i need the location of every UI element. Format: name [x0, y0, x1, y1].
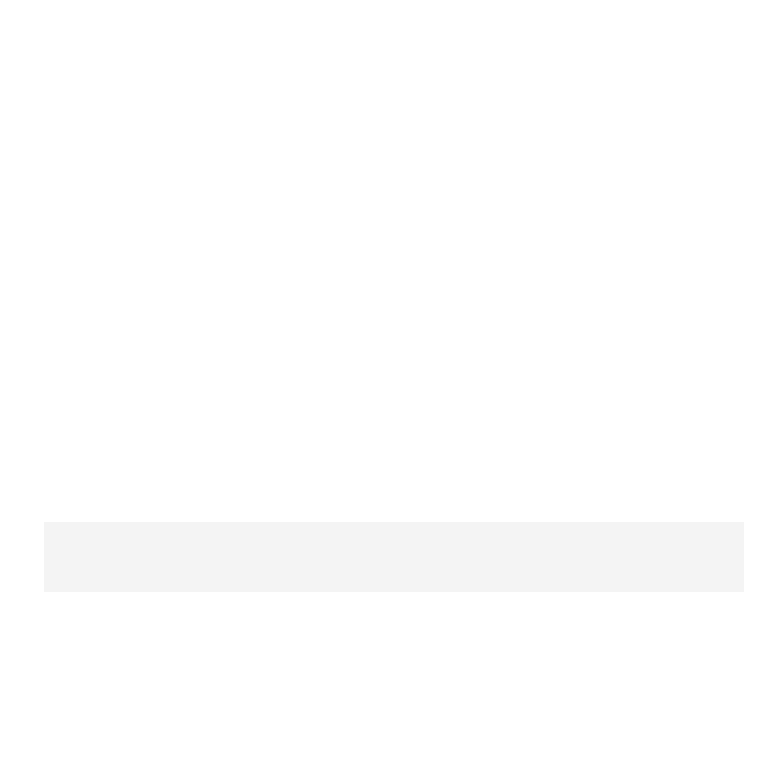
length-table	[44, 522, 744, 592]
length-table-header	[44, 522, 744, 592]
